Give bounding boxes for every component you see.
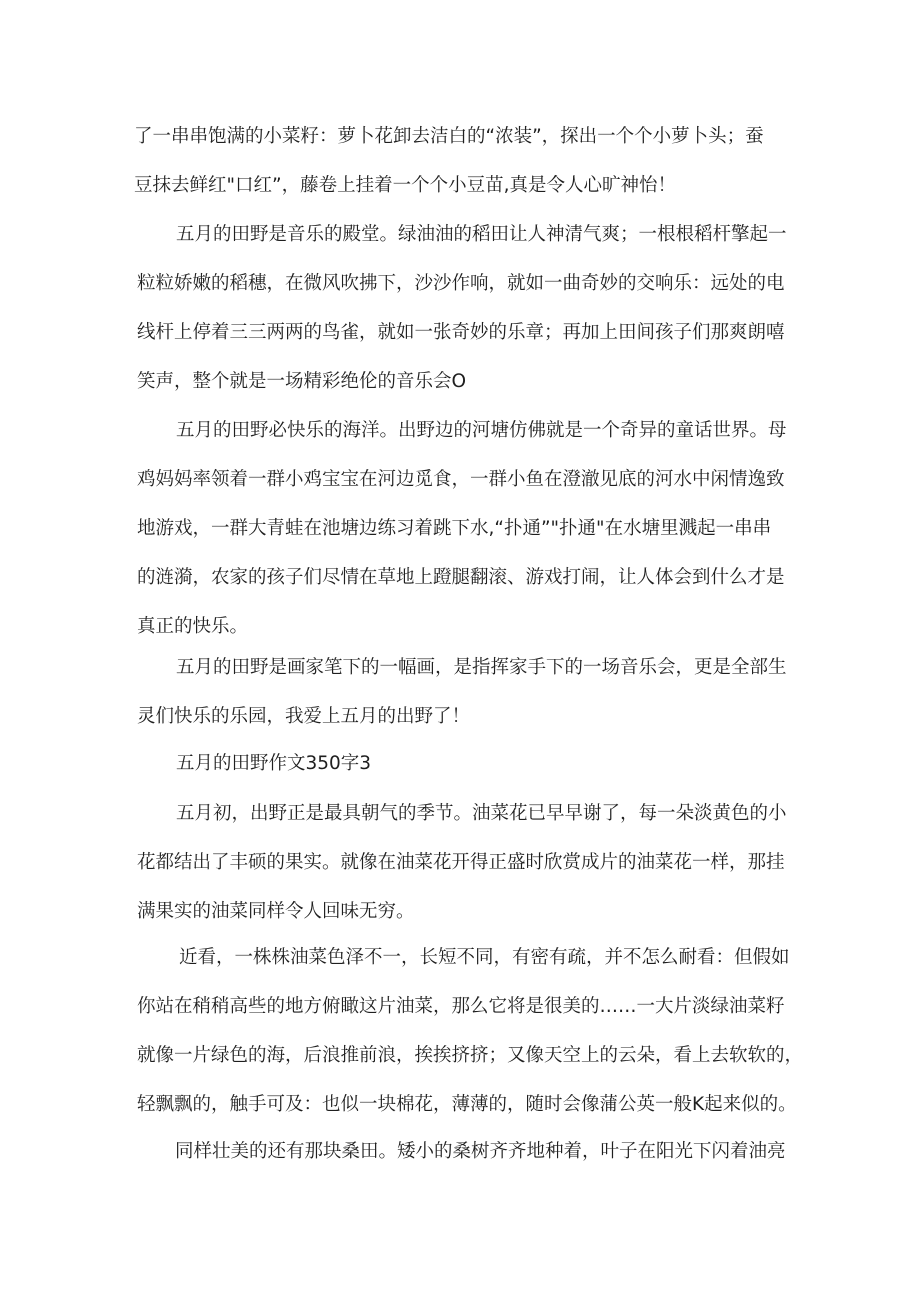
paragraph-close-look	[0, 933, 920, 1129]
text-line: 五月初，出野正是最具朝气的季节。油菜花已早早谢了，每一朵淡黄色的小	[176, 803, 787, 824]
text-line: 鸡妈妈率领着一群小鸡宝宝在河边觅食，一群小鱼在澄澈见底的河水中闲情逸致	[137, 469, 785, 490]
text-line: 近看，一株株油菜色泽不一，长短不同，有密有疏，并不怎么耐看：但假如	[179, 947, 790, 968]
paragraph-early-may	[0, 789, 920, 936]
text-line: 粒粒娇嫩的稻穗，在微风吹拂下，沙沙作响，就如一曲奇妙的交响乐：远处的电	[137, 273, 785, 294]
text-line: 五月的田野是画家笔下的一幅画，是指挥家手下的一场音乐会，更是全部生	[176, 657, 787, 678]
text-line: 花都结出了丰硕的果实。就像在油菜花开得正盛时欣赏成片的油菜花一样，那挂	[137, 852, 785, 873]
paragraph-happy-ocean	[0, 406, 920, 651]
text-line: 灵们快乐的乐园，我爱上五月的出野了！	[137, 706, 471, 727]
text-line: 笑声，整个就是一场精彩绝伦的音乐会O	[137, 371, 467, 392]
paragraph-continuation	[0, 112, 920, 210]
text-line: 线杆上停着三三两两的鸟雀，就如一张奇妙的乐章；再加上田间孩子们那爽朗嘻	[137, 322, 785, 343]
paragraph-painting	[0, 643, 920, 741]
text-line: 轻飘飘的，触手可及：也似一块棉花，薄薄的，随时会像蒲公英一般K起来似的。	[137, 1094, 797, 1115]
text-line: 你站在稍稍高些的地方俯瞰这片油菜，那么它将是很美的……一大片淡绿油菜籽	[137, 996, 785, 1017]
text-line: 的涟漪，农家的孩子们尽情在草地上蹬腿翻滚、游戏打闹，让人体会到什么才是	[137, 567, 785, 588]
text-line: 豆抹去鲜红"口红”，藤卷上挂着一个个小豆苗,真是令人心旷神怡！	[134, 175, 676, 196]
text-line: 满果实的油菜同样令人回味无穷。	[137, 901, 415, 922]
text-line: 了一串串饱满的小菜籽：萝卜花卸去洁白的“浓装”，探出一个个小萝卜头；蚕	[134, 126, 764, 147]
text-line: 五月的田野是音乐的殿堂。绿油油的稻田让人神清气爽；一根根稻杆擎起一	[176, 224, 787, 245]
text-line: 真正的快乐。	[137, 616, 249, 637]
text-line: 地游戏，一群大青蛙在池塘边练习着跳下水,“扑通”"扑通"在水塘里溅起一串串	[137, 518, 772, 539]
paragraph-mulberry-field	[0, 1127, 920, 1176]
paragraph-music-hall	[0, 210, 920, 406]
text-line: 就像一片绿色的海，后浪推前浪，挨挨挤挤；又像天空上的云朵，看上去软软的，	[137, 1045, 804, 1066]
text-line: 五月的田野必快乐的海洋。出野边的河塘仿佛就是一个奇异的童话世界。母	[176, 420, 787, 441]
section-title	[0, 739, 920, 788]
section-heading: 五月的田野作文350字3	[176, 753, 372, 774]
text-line: 同样壮美的还有那块桑田。矮小的桑树齐齐地种着，叶子在阳光下闪着油亮	[175, 1141, 786, 1162]
